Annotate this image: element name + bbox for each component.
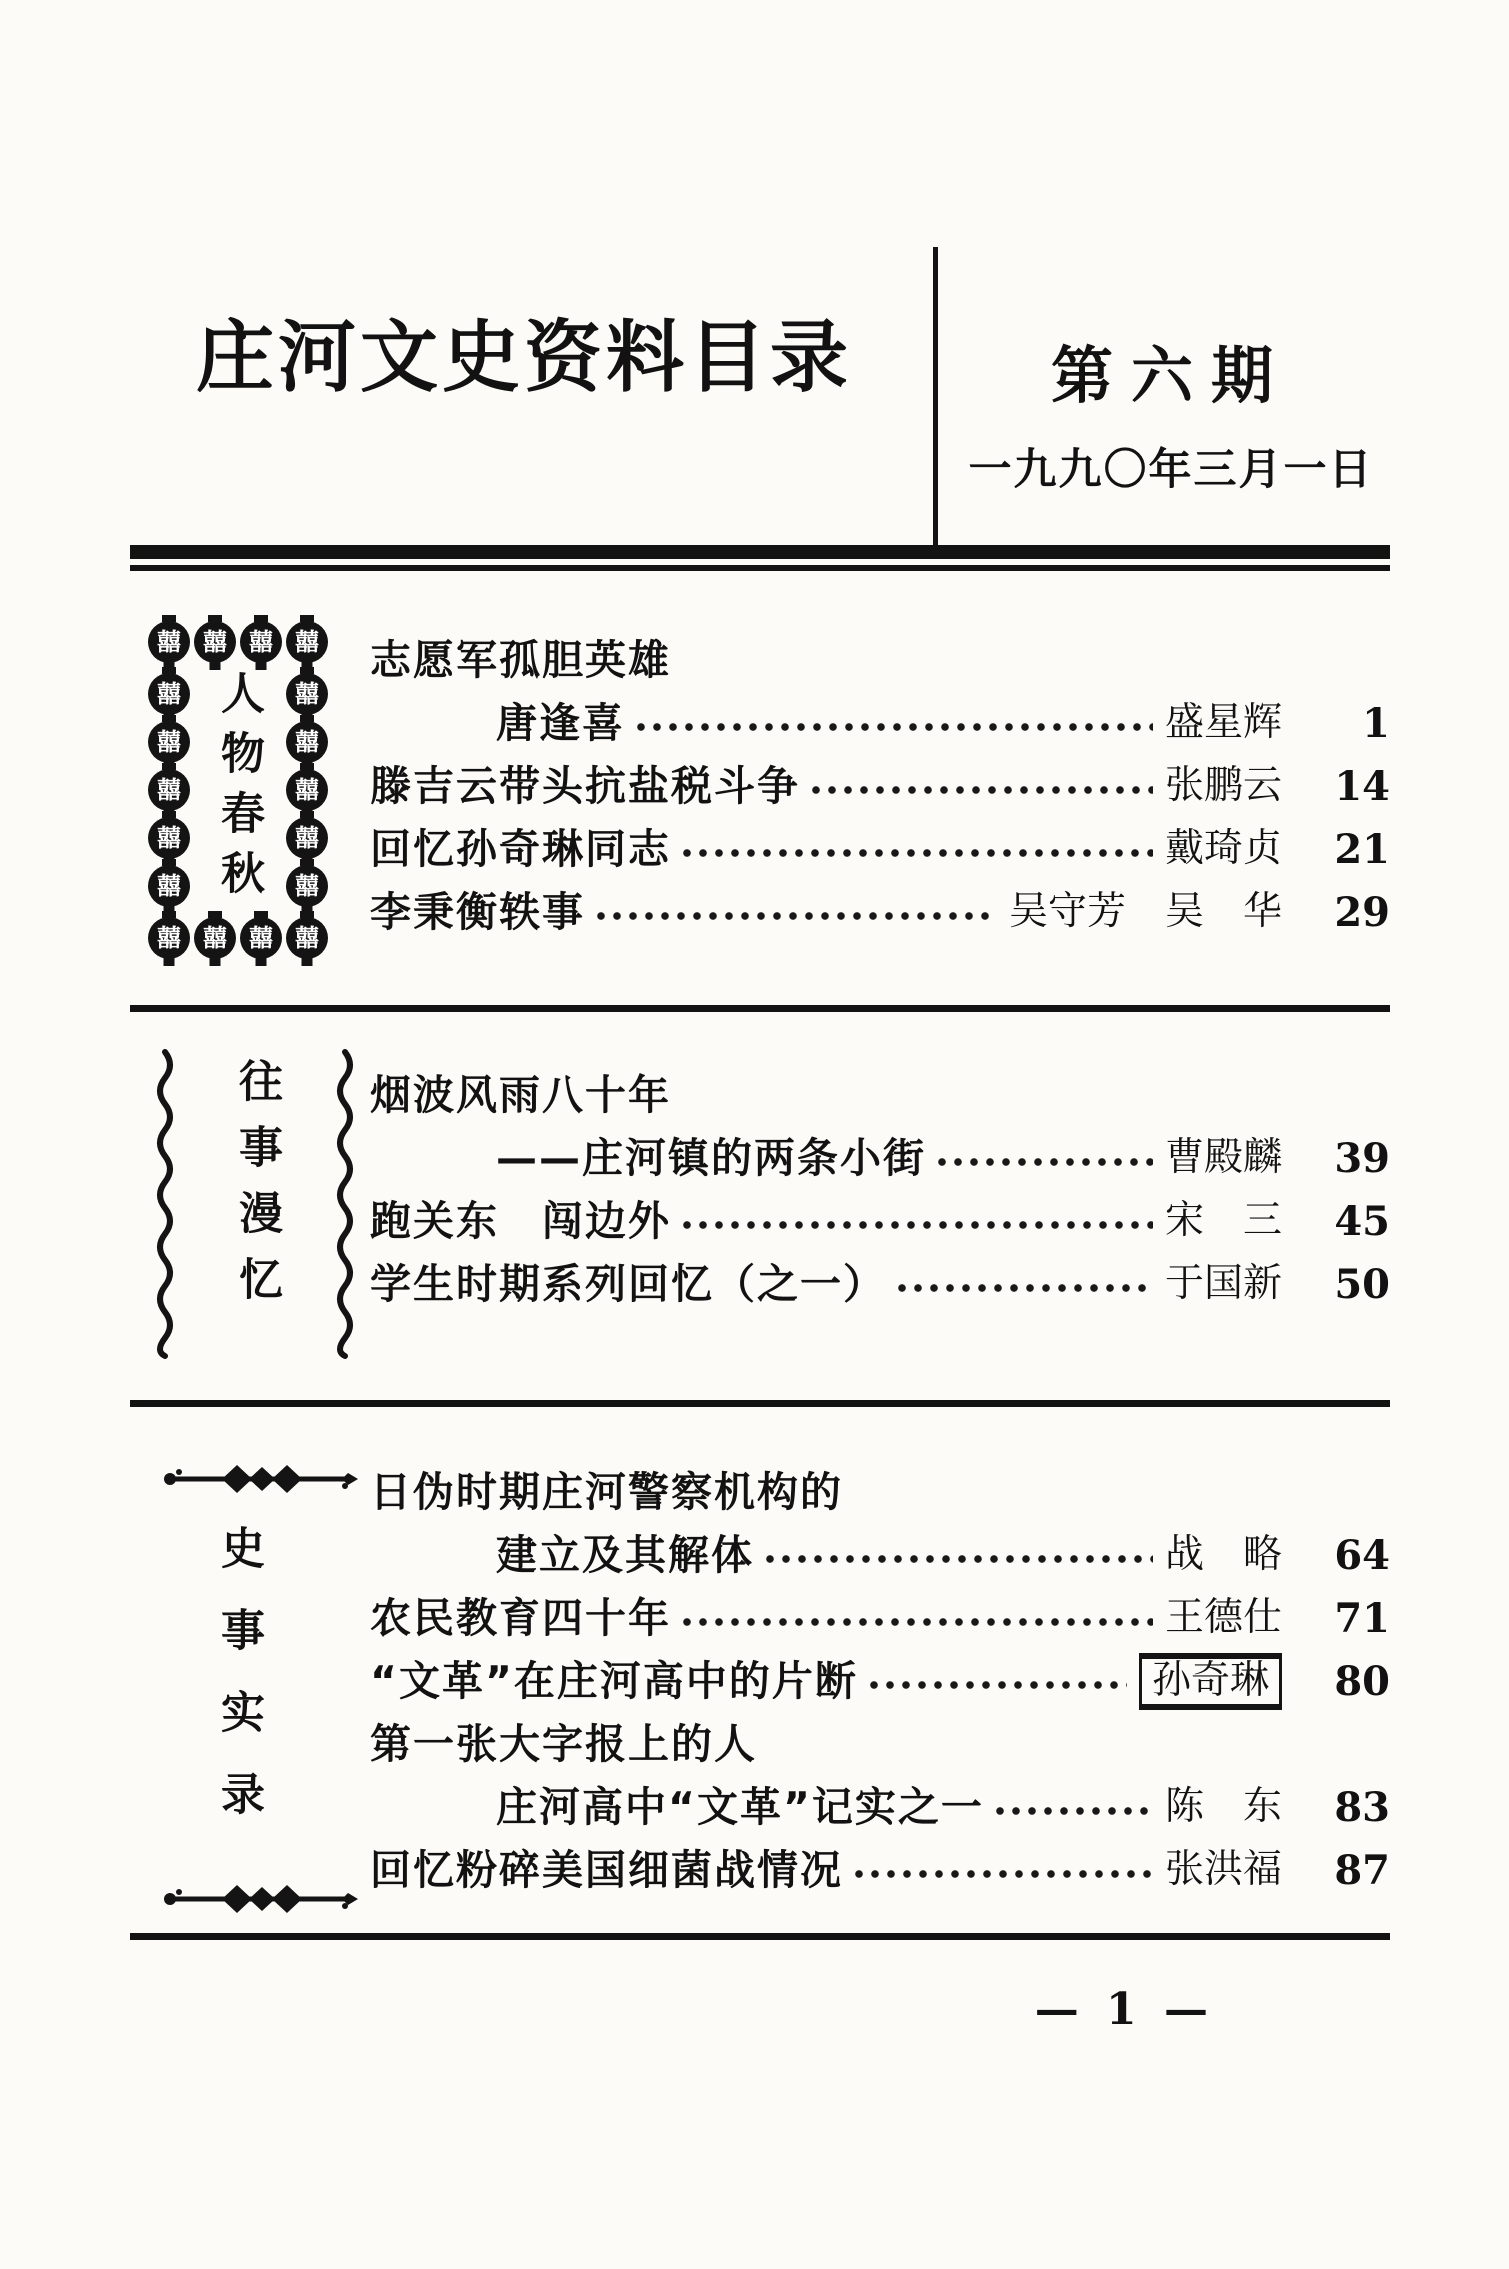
toc-entry-line: [370, 1713, 1390, 1776]
double-rule: [130, 545, 1390, 571]
entry-page-number: 83: [1334, 1784, 1390, 1831]
issue-block: [952, 245, 1390, 495]
entry-author: 盛星辉: [1164, 700, 1282, 746]
toc-entry-line: [370, 692, 1390, 755]
entry-title: 滕吉云带头抗盐税斗争: [370, 761, 800, 810]
entry-subtitle: 庄河高中“文革”记实之一: [496, 1782, 984, 1831]
page-title: 庄河文史资料目录: [196, 313, 853, 403]
lantern-icon: [148, 865, 190, 907]
entries-column: [370, 629, 1390, 959]
toc-entry-line: [370, 1524, 1390, 1587]
lantern-icon: [286, 621, 328, 663]
toc-entry-line: [370, 1839, 1390, 1902]
entry-title: 日伪时期庄河警察机构的: [370, 1467, 843, 1516]
entry-subtitle: 唐逢喜: [496, 698, 625, 747]
dot-leader: [679, 1600, 1153, 1644]
wavy-label-box: [152, 1048, 370, 1360]
entry-title: 回忆孙奇琳同志: [370, 824, 671, 873]
entry-page-number: 71: [1334, 1595, 1390, 1642]
lantern-row-top: [148, 621, 328, 663]
double-happiness-glyph: 囍: [157, 628, 181, 656]
double-happiness-glyph: 囍: [295, 872, 319, 900]
entry-title: 第一张大字报上的人: [370, 1719, 757, 1768]
lantern-column-left: [148, 667, 190, 913]
toc-entry-line: [370, 1650, 1390, 1713]
entry-title: 志愿军孤胆英雄: [370, 635, 671, 684]
lantern-icon: [240, 917, 282, 959]
section-label-column: [130, 621, 370, 959]
entry-author: 张洪福: [1164, 1847, 1282, 1893]
bottom-rule: [130, 1933, 1390, 1940]
toc-entry-line: [370, 1587, 1390, 1650]
lantern-icon: [148, 769, 190, 811]
flourish-label-box: [130, 1445, 370, 1919]
toc-entry-line: [370, 1253, 1390, 1316]
entry-page-number: 21: [1334, 826, 1390, 873]
toc-entry-line: [370, 1190, 1390, 1253]
dot-leader: [894, 1266, 1153, 1310]
masthead: [130, 245, 1390, 545]
dot-leader: [633, 705, 1153, 749]
lantern-middle: [148, 667, 328, 913]
dot-leader: [934, 1140, 1153, 1184]
double-happiness-glyph: 囍: [249, 628, 273, 656]
entries-column: [370, 1461, 1390, 1919]
flourish-divider-icon: [162, 1879, 362, 1919]
entry-page-number: 39: [1334, 1135, 1390, 1182]
lantern-icon: [194, 917, 236, 959]
entry-author: 戴琦贞: [1164, 826, 1282, 872]
double-happiness-glyph: 囍: [203, 628, 227, 656]
section-label-shishi-shilu: 史事实录: [213, 1525, 264, 1853]
double-happiness-glyph: 囍: [157, 924, 181, 952]
lantern-icon: [286, 673, 328, 715]
double-happiness-glyph: 囍: [157, 824, 181, 852]
lantern-icon: [286, 817, 328, 859]
dot-leader: [593, 894, 997, 938]
double-happiness-glyph: 囍: [295, 924, 319, 952]
entry-page-number: 29: [1334, 889, 1390, 936]
double-happiness-glyph: 囍: [295, 824, 319, 852]
lantern-column-right: [286, 667, 328, 913]
entry-title: 农民教育四十年: [370, 1593, 671, 1642]
double-happiness-glyph: 囍: [295, 680, 319, 708]
toc-entry-line: [370, 818, 1390, 881]
dot-leader: [992, 1789, 1153, 1833]
entry-subtitle: ——庄河镇的两条小街: [496, 1133, 926, 1182]
toc-entry-line: [370, 1064, 1390, 1127]
lantern-row-bottom: [148, 917, 328, 959]
folio-page-number: — 1 —: [1034, 1984, 1214, 2035]
entry-author: 陈 东: [1164, 1784, 1282, 1830]
lantern-icon: [148, 673, 190, 715]
dot-leader: [679, 1203, 1153, 1247]
toc-entry-line: [370, 1776, 1390, 1839]
double-happiness-glyph: 囍: [295, 728, 319, 756]
entry-title: 李秉衡轶事: [370, 887, 585, 936]
lantern-icon: [286, 865, 328, 907]
entry-author: 战 略: [1164, 1532, 1282, 1578]
lantern-icon: [286, 769, 328, 811]
section-wangshi-manyi: [130, 1048, 1390, 1360]
dot-leader: [762, 1537, 1153, 1581]
rule-thick: [130, 545, 1390, 559]
lantern-icon: [286, 721, 328, 763]
entry-page-number: 87: [1334, 1847, 1390, 1894]
dot-leader: [866, 1663, 1127, 1707]
entry-title: 跑关东 闯边外: [370, 1196, 671, 1245]
entry-author: 曹殿麟: [1164, 1135, 1282, 1181]
entry-author-deceased-box: 孙奇琳: [1139, 1653, 1282, 1710]
entry-page-number: 50: [1334, 1261, 1390, 1308]
section-rule: [130, 1400, 1390, 1407]
entry-page-number: 14: [1334, 763, 1390, 810]
entry-author: 吴守芳 吴 华: [1008, 889, 1282, 935]
entry-author: 张鹏云: [1164, 763, 1282, 809]
entries-column: [370, 1064, 1390, 1360]
toc-entry-line: [370, 1461, 1390, 1524]
entry-title: 烟波风雨八十年: [370, 1070, 671, 1119]
lantern-icon: [286, 917, 328, 959]
section-label-renwu-chunqiu: 人物春秋: [213, 670, 264, 910]
entry-title: 回忆粉碎美国细菌战情况: [370, 1845, 843, 1894]
entry-title: 学生时期系列回忆（之一）: [370, 1259, 886, 1308]
entry-author: 宋 三: [1164, 1198, 1282, 1244]
double-happiness-glyph: 囍: [157, 776, 181, 804]
lantern-icon: [148, 917, 190, 959]
entry-author: 于国新: [1164, 1261, 1282, 1307]
entry-page-number: 64: [1334, 1532, 1390, 1579]
double-happiness-glyph: 囍: [249, 924, 273, 952]
wavy-line-icon: [152, 1048, 178, 1360]
rule-thin: [130, 565, 1390, 571]
section-label-column: [130, 1445, 370, 1919]
lantern-icon: [148, 621, 190, 663]
vertical-divider: [933, 247, 938, 545]
entry-page-number: 45: [1334, 1198, 1390, 1245]
toc-entry-line: [370, 629, 1390, 692]
entry-page-number: 80: [1334, 1658, 1390, 1705]
section-label-wangshi-manyi: 往事漫忆: [231, 1058, 282, 1322]
double-happiness-glyph: 囍: [203, 924, 227, 952]
entry-author: 王德仕: [1164, 1595, 1282, 1641]
dot-leader: [808, 768, 1153, 812]
issue-number: 第六期: [1050, 339, 1291, 412]
wavy-line-icon: [332, 1048, 358, 1360]
lantern-icon: [240, 621, 282, 663]
entry-subtitle: 建立及其解体: [496, 1530, 754, 1579]
double-happiness-glyph: 囍: [295, 776, 319, 804]
dot-leader: [851, 1852, 1153, 1896]
section-shishi-shilu: [130, 1445, 1390, 1919]
double-happiness-glyph: 囍: [157, 680, 181, 708]
flourish-divider-icon: [162, 1459, 362, 1499]
toc-entry-line: [370, 881, 1390, 944]
section-rule: [130, 1005, 1390, 1012]
lantern-border-box: [148, 621, 328, 959]
dot-leader: [679, 831, 1153, 875]
lantern-icon: [148, 721, 190, 763]
double-happiness-glyph: 囍: [157, 872, 181, 900]
double-happiness-glyph: 囍: [157, 728, 181, 756]
toc-entry-line: [370, 1127, 1390, 1190]
entry-page-number: 1: [1362, 700, 1390, 747]
lantern-icon: [148, 817, 190, 859]
section-renwu-chunqiu: [130, 621, 1390, 959]
entry-title: “文革”在庄河高中的片断: [370, 1656, 858, 1705]
double-happiness-glyph: 囍: [295, 628, 319, 656]
lantern-icon: [194, 621, 236, 663]
section-label-column: [130, 1048, 370, 1360]
issue-date: 一九九〇年三月一日: [968, 445, 1374, 495]
toc-entry-line: [370, 755, 1390, 818]
